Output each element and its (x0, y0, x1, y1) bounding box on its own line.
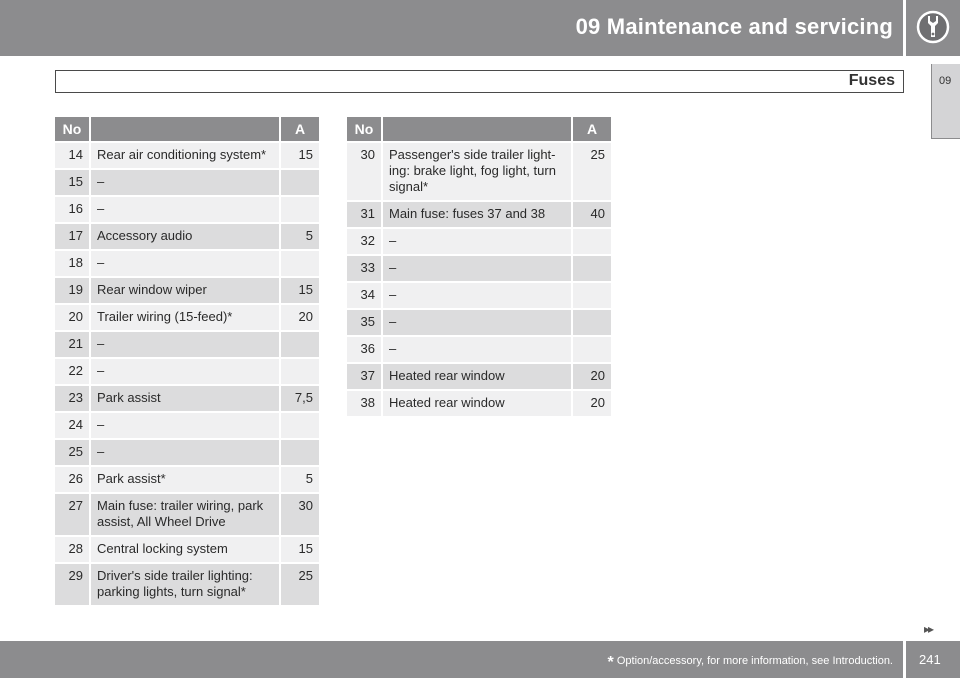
column-header-amps: A (281, 117, 319, 143)
fuse-description: Driver's side trailer lighting: parking lights, turn signal* (91, 564, 281, 607)
fuse-table-left (55, 117, 319, 607)
table-row (55, 143, 319, 170)
wrench-icon (916, 10, 950, 44)
page-footer (0, 641, 903, 678)
table-row (55, 170, 319, 197)
column-header-no: No (55, 117, 91, 143)
fuse-description: Main fuse: fuses 37 and 38 (383, 202, 573, 229)
table-row (347, 229, 611, 256)
fuse-amperage: 5 (281, 224, 319, 251)
fuse-amperage: 7,5 (281, 386, 319, 413)
fuse-description: Passenger's side trailer light-ing: brake light, fog light, turn signal* (383, 143, 573, 202)
table-row (55, 332, 319, 359)
fuse-amperage (573, 337, 611, 364)
fuse-amperage: 15 (281, 278, 319, 305)
fuse-amperage: 20 (573, 391, 611, 418)
section-title: Fuses (848, 72, 895, 89)
footer-note (608, 654, 893, 672)
fuse-number: 26 (55, 467, 91, 494)
table-row (55, 278, 319, 305)
table-row (55, 440, 319, 467)
table-row (55, 197, 319, 224)
fuse-amperage (573, 283, 611, 310)
fuse-number: 20 (55, 305, 91, 332)
fuse-description: Main fuse: trailer wiring, park assist, All Wheel Drive (91, 494, 281, 537)
fuse-description: – (383, 310, 573, 337)
column-header-amps: A (573, 117, 611, 143)
next-page-arrows[interactable]: ▸▸ (924, 622, 933, 636)
fuse-number: 36 (347, 337, 383, 364)
fuse-amperage (281, 251, 319, 278)
fuse-number: 28 (55, 537, 91, 564)
fuse-amperage (281, 359, 319, 386)
fuse-number: 29 (55, 564, 91, 607)
fuse-number: 23 (55, 386, 91, 413)
fuse-description: – (383, 229, 573, 256)
table-row (55, 494, 319, 537)
table-header-row (347, 117, 611, 143)
fuse-number: 14 (55, 143, 91, 170)
table-row (55, 386, 319, 413)
chapter-title: 09 Maintenance and servicing (575, 14, 893, 39)
fuse-table-right (347, 117, 611, 418)
table-row (347, 364, 611, 391)
fuse-number: 38 (347, 391, 383, 418)
fuse-amperage (573, 256, 611, 283)
fuse-number: 33 (347, 256, 383, 283)
chapter-icon-box (906, 0, 960, 56)
fuse-amperage (281, 332, 319, 359)
column-header-no: No (347, 117, 383, 143)
table-header-row (55, 117, 319, 143)
fuse-number: 19 (55, 278, 91, 305)
fuse-amperage (281, 413, 319, 440)
fuse-description: Rear window wiper (91, 278, 281, 305)
fuse-number: 32 (347, 229, 383, 256)
table-row (55, 467, 319, 494)
fuse-amperage: 20 (281, 305, 319, 332)
fuse-amperage: 20 (573, 364, 611, 391)
fuse-description: Heated rear window (383, 364, 573, 391)
fuse-description: Accessory audio (91, 224, 281, 251)
fuse-description: – (383, 283, 573, 310)
table-row (347, 202, 611, 229)
table-row (55, 537, 319, 564)
fuse-description: – (91, 413, 281, 440)
table-row (55, 251, 319, 278)
fuse-amperage (573, 310, 611, 337)
fuse-description: Heated rear window (383, 391, 573, 418)
fuse-number: 16 (55, 197, 91, 224)
fuse-number: 24 (55, 413, 91, 440)
fuse-number: 30 (347, 143, 383, 202)
page-number: 241 (919, 652, 941, 667)
table-row (55, 359, 319, 386)
fuse-description: – (383, 337, 573, 364)
fuse-amperage (573, 229, 611, 256)
fuse-amperage: 40 (573, 202, 611, 229)
fuse-description: – (91, 251, 281, 278)
table-row (55, 413, 319, 440)
table-row (55, 564, 319, 607)
fuse-amperage: 15 (281, 537, 319, 564)
fuse-number: 22 (55, 359, 91, 386)
fuse-number: 25 (55, 440, 91, 467)
fuse-description: – (383, 256, 573, 283)
chapter-tab[interactable] (931, 64, 960, 139)
chapter-header (0, 0, 903, 56)
fuse-number: 15 (55, 170, 91, 197)
fuse-description: Trailer wiring (15-feed)* (91, 305, 281, 332)
section-bar (55, 70, 904, 93)
fuse-number: 37 (347, 364, 383, 391)
column-header-description (383, 117, 573, 143)
fuse-amperage: 25 (281, 564, 319, 607)
chapter-tab-label: 09 (939, 75, 952, 87)
fuse-description: – (91, 170, 281, 197)
fuse-amperage (281, 440, 319, 467)
fuse-amperage (281, 170, 319, 197)
fuse-amperage: 25 (573, 143, 611, 202)
fuse-description: – (91, 197, 281, 224)
fuse-number: 21 (55, 332, 91, 359)
fuse-description: – (91, 359, 281, 386)
fuse-number: 34 (347, 283, 383, 310)
fuse-number: 35 (347, 310, 383, 337)
fuse-amperage: 5 (281, 467, 319, 494)
fuse-description: – (91, 440, 281, 467)
page-number-box (906, 641, 960, 678)
table-row (347, 310, 611, 337)
fuse-amperage: 15 (281, 143, 319, 170)
fuse-description: Park assist* (91, 467, 281, 494)
table-row (347, 283, 611, 310)
fuse-number: 17 (55, 224, 91, 251)
table-row (347, 391, 611, 418)
table-row (55, 305, 319, 332)
fuse-number: 27 (55, 494, 91, 537)
fuse-description: Central locking system (91, 537, 281, 564)
footnote-text: Option/accessory, for more information, see Introduction. (616, 655, 893, 667)
fuse-amperage (281, 197, 319, 224)
fuse-description: – (91, 332, 281, 359)
fuse-description: Park assist (91, 386, 281, 413)
footnote-star: * (607, 654, 614, 671)
fuse-number: 31 (347, 202, 383, 229)
table-row (347, 256, 611, 283)
column-header-description (91, 117, 281, 143)
fuse-number: 18 (55, 251, 91, 278)
table-row (347, 337, 611, 364)
fuse-description: Rear air conditioning system* (91, 143, 281, 170)
fuse-amperage: 30 (281, 494, 319, 537)
table-row (55, 224, 319, 251)
table-row (347, 143, 611, 202)
